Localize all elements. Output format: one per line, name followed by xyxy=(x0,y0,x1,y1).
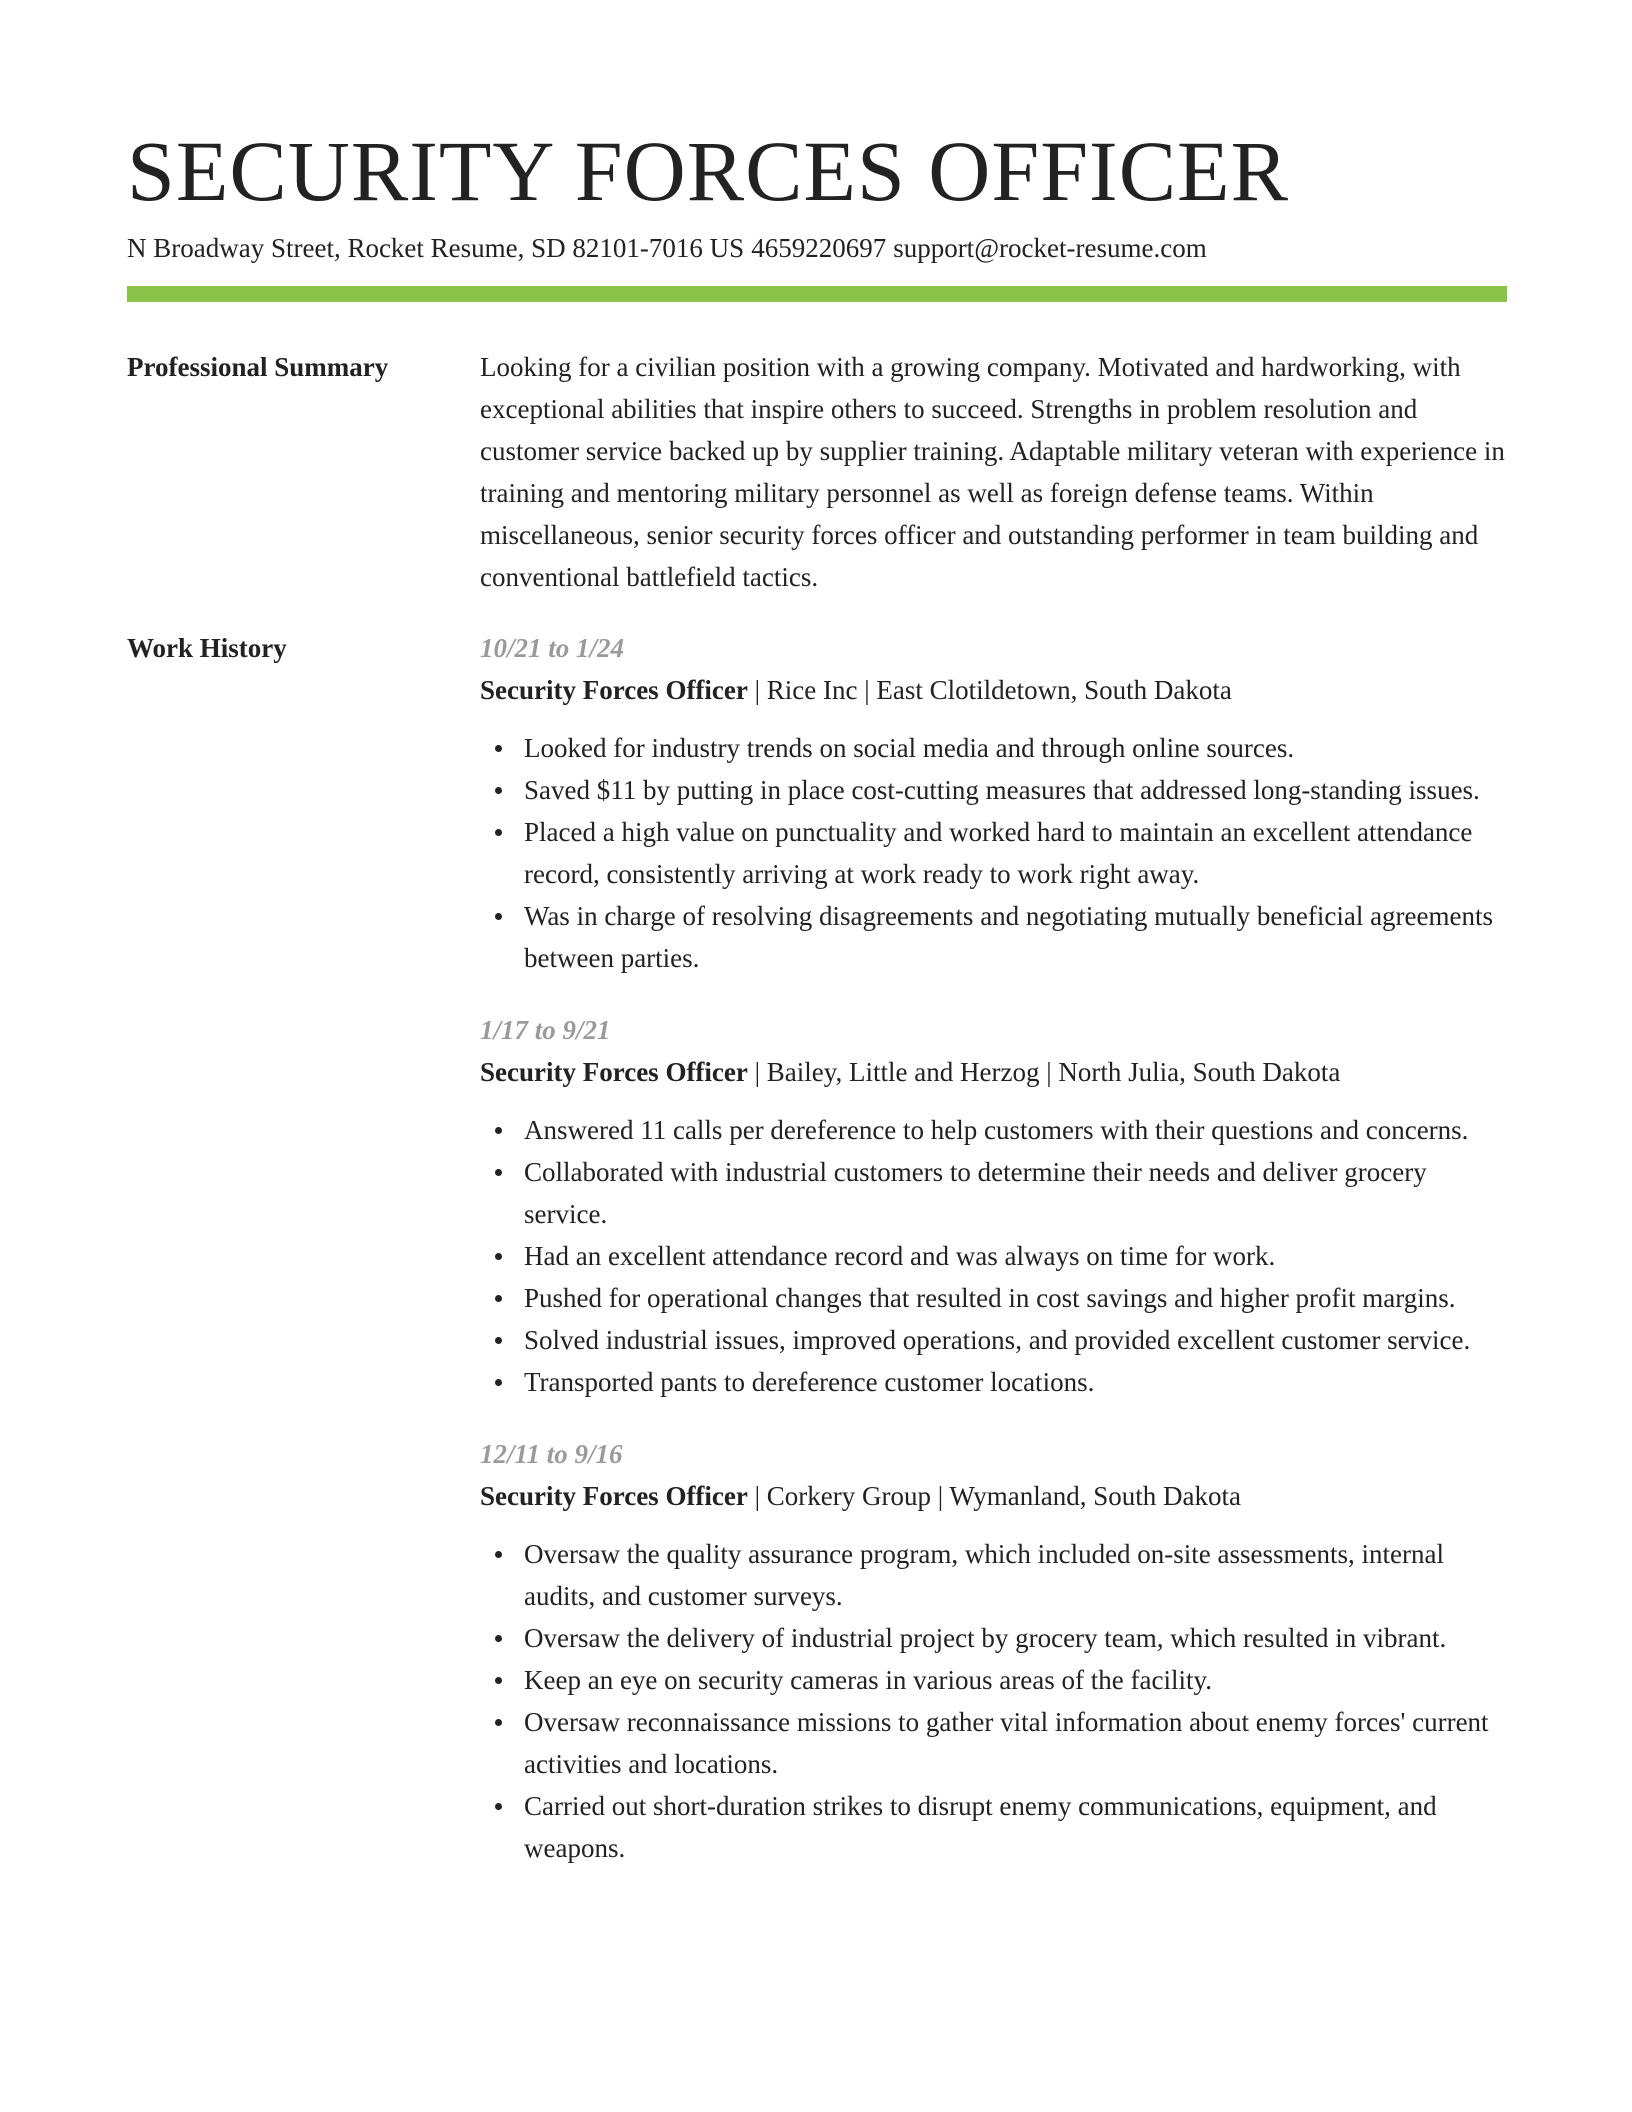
header-divider xyxy=(127,286,1507,302)
job-bullet: Carried out short-duration strikes to disrupt enemy communications, equipment, and weapons. xyxy=(524,1785,1510,1869)
job-bullet: Answered 11 calls per dereference to help customers with their questions and concerns. xyxy=(524,1109,1510,1151)
job-bullet: Looked for industry trends on social media and through online sources. xyxy=(524,727,1510,769)
job-bullet: Was in charge of resolving disagreements and negotiating mutually beneficial agreements between parties. xyxy=(524,895,1510,979)
job-bullet-list xyxy=(480,1109,1510,1403)
job-company-location: | Rice Inc | East Clotildetown, South Dakota xyxy=(747,675,1232,705)
job-entry xyxy=(480,1009,1510,1403)
job-title: Security Forces Officer xyxy=(480,675,748,705)
candidate-name: SECURITY FORCES OFFICER xyxy=(127,123,1289,219)
job-bullet: Solved industrial issues, improved operations, and provided excellent customer service. xyxy=(524,1319,1510,1361)
job-bullet: Collaborated with industrial customers to determine their needs and deliver grocery service. xyxy=(524,1151,1510,1235)
job-entry xyxy=(480,627,1510,979)
job-dates: 10/21 to 1/24 xyxy=(480,633,625,663)
job-heading xyxy=(480,669,1510,711)
job-entry xyxy=(480,1433,1510,1869)
job-bullet: Saved $11 by putting in place cost-cutting measures that addressed long-standing issues. xyxy=(524,769,1510,811)
job-bullet: Pushed for operational changes that resulted in cost savings and higher profit margins. xyxy=(524,1277,1510,1319)
job-bullet: Transported pants to dereference customer locations. xyxy=(524,1361,1510,1403)
job-company-location: | Corkery Group | Wymanland, South Dakota xyxy=(747,1481,1241,1511)
job-heading xyxy=(480,1051,1510,1093)
job-title: Security Forces Officer xyxy=(480,1057,748,1087)
job-heading xyxy=(480,1475,1510,1517)
job-bullet: Oversaw reconnaissance missions to gather vital information about enemy forces' current activities and locations. xyxy=(524,1701,1510,1785)
job-bullet-list xyxy=(480,727,1510,979)
job-dates: 12/11 to 9/16 xyxy=(480,1439,623,1469)
job-bullet-list xyxy=(480,1533,1510,1869)
job-bullet: Keep an eye on security cameras in various areas of the facility. xyxy=(524,1659,1510,1701)
contact-line xyxy=(127,230,1207,266)
contact-address: N Broadway Street, Rocket Resume, SD 82101-7016 US xyxy=(127,233,745,263)
job-bullet: Placed a high value on punctuality and worked hard to maintain an excellent attendance record, consistently arriving at work ready to work right away. xyxy=(524,811,1510,895)
job-dates: 1/17 to 9/21 xyxy=(480,1015,611,1045)
job-bullet: Had an excellent attendance record and was always on time for work. xyxy=(524,1235,1510,1277)
contact-email: support@rocket-resume.com xyxy=(893,233,1207,263)
summary-text: Looking for a civilian position with a growing company. Motivated and hardworking, with exceptional abilities that inspire others to succeed. Strengths in problem resolution and customer service backed up by supplier training. Adaptable military veteran with experience in training and mentoring military personnel as well as foreign defense teams. Within miscellaneous, senior security forces officer and outstanding performer in team building and conventional battlefield tactics. xyxy=(480,352,1505,592)
job-company-location: | Bailey, Little and Herzog | North Julia, South Dakota xyxy=(747,1057,1341,1087)
contact-phone: 4659220697 xyxy=(751,233,887,263)
job-bullet: Oversaw the quality assurance program, which included on-site assessments, internal audits, and customer surveys. xyxy=(524,1533,1510,1617)
job-title: Security Forces Officer xyxy=(480,1481,748,1511)
section-title-work-history: Work History xyxy=(127,633,287,663)
section-title-summary: Professional Summary xyxy=(127,352,389,382)
job-bullet: Oversaw the delivery of industrial project by grocery team, which resulted in vibrant. xyxy=(524,1617,1510,1659)
work-history-body xyxy=(480,627,1510,1899)
summary-body xyxy=(480,346,1510,598)
